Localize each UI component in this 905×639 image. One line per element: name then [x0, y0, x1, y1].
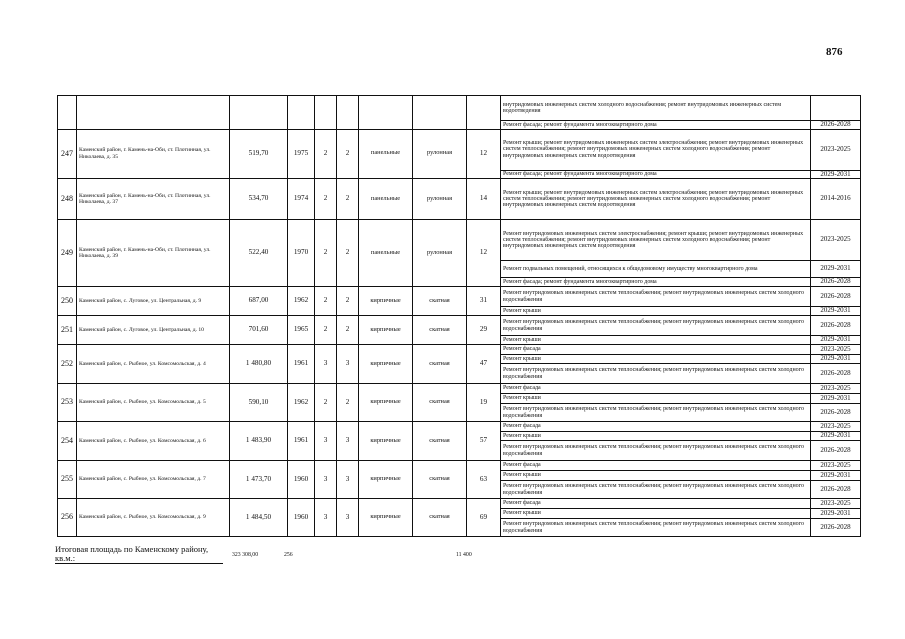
period-cell: 2026-2028 [811, 278, 861, 287]
residents-cell: 29 [467, 316, 501, 345]
period-cell: 2023-2025 [811, 422, 861, 432]
row-number: 255 [58, 461, 77, 499]
period-cell: 2029-2031 [811, 432, 861, 441]
row-number: 250 [58, 287, 77, 316]
entrances-cell: 3 [337, 499, 359, 537]
period-cell: 2029-2031 [811, 471, 861, 481]
area-cell: 590,10 [230, 384, 288, 422]
period-cell: 2026-2028 [811, 316, 861, 336]
period-cell: 2029-2031 [811, 307, 861, 316]
totals-residents: 11 400 [456, 552, 472, 558]
floors-cell: 3 [315, 422, 337, 461]
walls-cell: кирпичные [359, 345, 413, 384]
totals-units: 256 [284, 552, 293, 558]
row-number: 254 [58, 422, 77, 461]
year-cell: 1962 [288, 384, 315, 422]
work-cell: Ремонт крыши [501, 355, 811, 364]
year-cell: 1961 [288, 345, 315, 384]
work-cell: Ремонт фасада; ремонт фундамента многоквартирного дома [501, 278, 811, 287]
table-row [58, 316, 861, 336]
residents-cell: 14 [467, 179, 501, 220]
period-cell: 2029-2031 [811, 355, 861, 364]
entrances-cell: 3 [337, 461, 359, 499]
address-cell: Каменский район, с. Рыбное, ул. Комсомольская, д. 6 [77, 422, 230, 461]
period-cell: 2026-2028 [811, 519, 861, 537]
entrances-cell: 3 [337, 345, 359, 384]
residents-cell: 19 [467, 384, 501, 422]
walls-cell: кирпичные [359, 384, 413, 422]
entrances-cell: 2 [337, 384, 359, 422]
work-cell: Ремонт фасада [501, 384, 811, 394]
roof-cell: рулонная [413, 179, 467, 220]
period-cell: 2023-2025 [811, 220, 861, 261]
residents-cell: 57 [467, 422, 501, 461]
period-cell: 2014-2016 [811, 179, 861, 220]
residents-cell: 31 [467, 287, 501, 316]
row-number: 251 [58, 316, 77, 345]
residents-cell: 69 [467, 499, 501, 537]
roof-cell: рулонная [413, 129, 467, 179]
period-cell: 2023-2025 [811, 129, 861, 170]
period-cell: 2026-2028 [811, 404, 861, 422]
row-number: 256 [58, 499, 77, 537]
period-cell: 2029-2031 [811, 509, 861, 519]
work-cell: Ремонт подвальных помещений, относящихся к общедомовому имуществу многоквартирного дома [501, 261, 811, 278]
address-cell: Каменский район, с. Луговое, ул. Центральная, д. 9 [77, 287, 230, 316]
area-cell: 519,70 [230, 129, 288, 179]
period-cell: 2023-2025 [811, 345, 861, 355]
work-cell: Ремонт крыши [501, 394, 811, 404]
period-cell: 2029-2031 [811, 261, 861, 278]
work-cell: Ремонт внутридомовых инженерных систем теплоснабжения; ремонт внутридомовых инженерных систем холодного водоснабжения [501, 364, 811, 384]
period-cell: 2026-2028 [811, 121, 861, 130]
roof-cell: скатная [413, 461, 467, 499]
area-cell: 1 480,80 [230, 345, 288, 384]
work-cell: Ремонт крыши; ремонт внутридомовых инженерных систем электроснабжения; ремонт внутридомовых инженерных систем теплоснабжения; ремонт внутридомовых инженерных систем холодного водоснабжения; ремонт внутридомовых инженерных систем водоотведения [501, 179, 811, 220]
address-cell: Каменский район, г. Камень-на-Оби, ст. Плотинная, ул. Николаева, д. 35 [77, 129, 230, 179]
work-cell: Ремонт крыши; ремонт внутридомовых инженерных систем электроснабжения; ремонт внутридомовых инженерных систем теплоснабжения; ремонт внутридомовых инженерных систем холодного водоснабжения; ремонт внутридомовых инженерных систем водоотведения [501, 129, 811, 170]
period-cell: 2026-2028 [811, 287, 861, 307]
work-cell: Ремонт крыши [501, 471, 811, 481]
page-number: 876 [826, 46, 843, 58]
year-cell: 1961 [288, 422, 315, 461]
table-row [58, 179, 861, 220]
roof-cell: скатная [413, 316, 467, 345]
table-row [58, 96, 861, 121]
work-cell: Ремонт фасада; ремонт фундамента многоквартирного дома [501, 121, 811, 130]
work-cell: Ремонт фасада [501, 499, 811, 509]
period-cell: 2023-2025 [811, 461, 861, 471]
work-cell: Ремонт внутридомовых инженерных систем теплоснабжения; ремонт внутридомовых инженерных систем холодного водоснабжения [501, 481, 811, 499]
address-cell: Каменский район, с. Рыбное, ул. Комсомольская, д. 9 [77, 499, 230, 537]
period-cell: 2026-2028 [811, 441, 861, 461]
roof-cell: скатная [413, 384, 467, 422]
period-cell: 2029-2031 [811, 394, 861, 404]
row-number: 248 [58, 179, 77, 220]
floors-cell: 3 [315, 461, 337, 499]
work-cell: Ремонт крыши [501, 432, 811, 441]
entrances-cell: 2 [337, 179, 359, 220]
roof-cell: скатная [413, 422, 467, 461]
year-cell: 1970 [288, 220, 315, 287]
housing-register-table [57, 95, 861, 537]
walls-cell: кирпичные [359, 287, 413, 316]
floors-cell: 2 [315, 316, 337, 345]
walls-cell: кирпичные [359, 499, 413, 537]
floors-cell: 2 [315, 287, 337, 316]
entrances-cell: 2 [337, 287, 359, 316]
floors-cell: 3 [315, 499, 337, 537]
residents-cell: 12 [467, 129, 501, 179]
period-cell: 2029-2031 [811, 336, 861, 345]
work-cell: Ремонт крыши [501, 307, 811, 316]
work-cell: Ремонт фасада [501, 461, 811, 471]
work-cell: Ремонт внутридомовых инженерных систем теплоснабжения; ремонт внутридомовых инженерных систем холодного водоснабжения [501, 519, 811, 537]
roof-cell: скатная [413, 499, 467, 537]
area-cell: 1 483,90 [230, 422, 288, 461]
roof-cell: скатная [413, 345, 467, 384]
year-cell: 1960 [288, 499, 315, 537]
floors-cell: 2 [315, 384, 337, 422]
year-cell: 1975 [288, 129, 315, 179]
floors-cell: 2 [315, 179, 337, 220]
year-cell: 1974 [288, 179, 315, 220]
work-cell: Ремонт крыши [501, 336, 811, 345]
area-cell: 1 484,50 [230, 499, 288, 537]
walls-cell: кирпичные [359, 316, 413, 345]
row-number: 253 [58, 384, 77, 422]
table-row [58, 287, 861, 307]
entrances-cell: 3 [337, 422, 359, 461]
row-number: 247 [58, 129, 77, 179]
year-cell: 1962 [288, 287, 315, 316]
work-cell: Ремонт внутридомовых инженерных систем электроснабжения; ремонт крыши; ремонт внутридомовых инженерных систем теплоснабжения; ремонт внутридомовых инженерных систем холодного водоснабжения; ремонт внутридомовых инженерных систем водоотведения [501, 220, 811, 261]
entrances-cell: 2 [337, 316, 359, 345]
entrances-cell: 2 [337, 220, 359, 287]
work-cell: Ремонт внутридомовых инженерных систем теплоснабжения; ремонт внутридомовых инженерных систем холодного водоснабжения [501, 287, 811, 307]
residents-cell: 63 [467, 461, 501, 499]
address-cell: Каменский район, с. Рыбное, ул. Комсомольская, д. 5 [77, 384, 230, 422]
walls-cell: панельные [359, 220, 413, 287]
floors-cell: 3 [315, 345, 337, 384]
walls-cell: кирпичные [359, 422, 413, 461]
period-cell: 2029-2031 [811, 170, 861, 179]
row-number: 252 [58, 345, 77, 384]
table-row [58, 422, 861, 432]
area-cell: 534,70 [230, 179, 288, 220]
table-row [58, 129, 861, 170]
entrances-cell: 2 [337, 129, 359, 179]
address-cell: Каменский район, с. Луговое, ул. Центральная, д. 10 [77, 316, 230, 345]
table-row [58, 499, 861, 509]
walls-cell: панельные [359, 179, 413, 220]
area-cell: 522,40 [230, 220, 288, 287]
address-cell: Каменский район, г. Камень-на-Оби, ст. Плотинная, ул. Николаева, д. 39 [77, 220, 230, 287]
residents-cell: 47 [467, 345, 501, 384]
period-cell [811, 96, 861, 121]
work-cell: внутридомовых инженерных систем холодного водоснабжения; ремонт внутридомовых инженерных систем водоотведения [501, 96, 811, 121]
work-cell: Ремонт внутридомовых инженерных систем теплоснабжения; ремонт внутридомовых инженерных систем холодного водоснабжения [501, 316, 811, 336]
period-cell: 2023-2025 [811, 384, 861, 394]
work-cell: Ремонт крыши [501, 509, 811, 519]
period-cell: 2023-2025 [811, 499, 861, 509]
table-row [58, 220, 861, 261]
residents-cell: 12 [467, 220, 501, 287]
address-cell: Каменский район, г. Камень-на-Оби, ст. Плотинная, ул. Николаева, д. 37 [77, 179, 230, 220]
totals-area: 323 308,00 [232, 552, 259, 558]
roof-cell: рулонная [413, 220, 467, 287]
address-cell: Каменский район, с. Рыбное, ул. Комсомольская, д. 4 [77, 345, 230, 384]
year-cell: 1960 [288, 461, 315, 499]
totals-label: Итоговая площадь по Каменскому району, кв.м.: [55, 545, 223, 564]
table-row [58, 345, 861, 355]
period-cell: 2026-2028 [811, 481, 861, 499]
area-cell: 1 473,70 [230, 461, 288, 499]
roof-cell: скатная [413, 287, 467, 316]
work-cell: Ремонт фасада [501, 345, 811, 355]
floors-cell: 2 [315, 220, 337, 287]
table-row [58, 384, 861, 394]
address-cell: Каменский район, с. Рыбное, ул. Комсомольская, д. 7 [77, 461, 230, 499]
floors-cell: 2 [315, 129, 337, 179]
work-cell: Ремонт внутридомовых инженерных систем теплоснабжения; ремонт внутридомовых инженерных систем холодного водоснабжения [501, 404, 811, 422]
walls-cell: кирпичные [359, 461, 413, 499]
work-cell: Ремонт внутридомовых инженерных систем теплоснабжения; ремонт внутридомовых инженерных систем холодного водоснабжения [501, 441, 811, 461]
period-cell: 2026-2028 [811, 364, 861, 384]
year-cell: 1965 [288, 316, 315, 345]
area-cell: 701,60 [230, 316, 288, 345]
work-cell: Ремонт фасада [501, 422, 811, 432]
work-cell: Ремонт фасада; ремонт фундамента многоквартирного дома [501, 170, 811, 179]
table-row [58, 461, 861, 471]
walls-cell: панельные [359, 129, 413, 179]
row-number: 249 [58, 220, 77, 287]
area-cell: 687,00 [230, 287, 288, 316]
